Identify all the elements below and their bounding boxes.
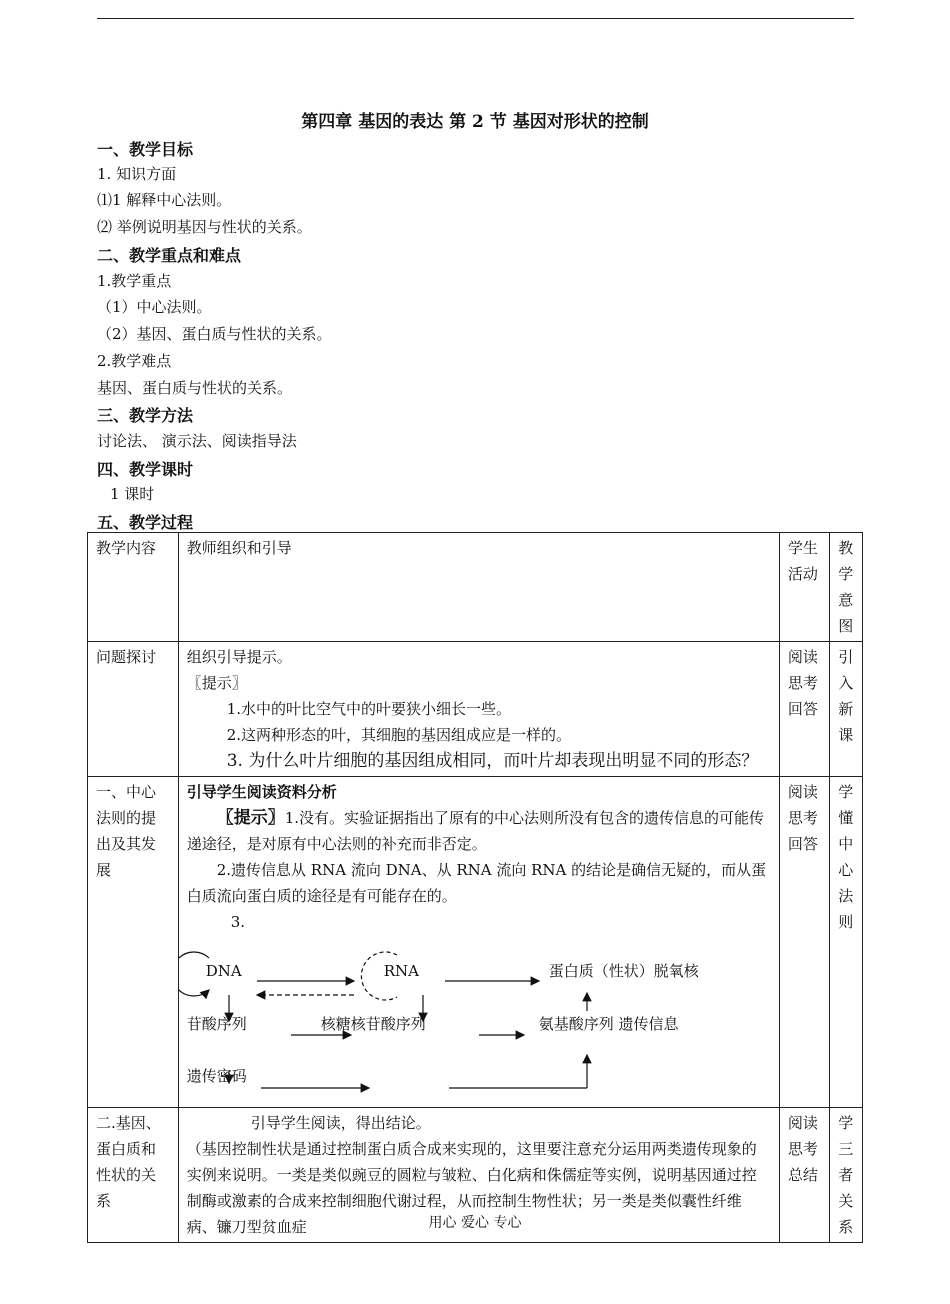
dna-label: DNA bbox=[205, 962, 242, 980]
hint-paragraph: 3. bbox=[230, 913, 246, 931]
hint-paragraph: 1.没有。实验证据指出了原有的中心法则所没有包含的遗传信息的可能传递途径，是对原有中心法则的补充而非否定。 bbox=[186, 809, 765, 853]
key-point-line: 2.教学难点 bbox=[97, 352, 172, 370]
hint-line: 1.水中的叶比空气中的叶要狭小细长一些。 bbox=[226, 700, 512, 718]
dna-sequence-label: 苷酸序列 bbox=[186, 1015, 247, 1033]
key-point-line: （1）中心法则。 bbox=[97, 298, 212, 316]
table-row bbox=[88, 642, 863, 777]
hint-label: 〖提示〗 bbox=[216, 808, 285, 828]
header-rule bbox=[97, 18, 854, 19]
activity-cell: 阅读思考回答 bbox=[779, 777, 829, 1108]
guidance-line: 引导学生阅读，得出结论。 bbox=[250, 1114, 431, 1132]
hours-line: 1 课时 bbox=[110, 485, 155, 503]
key-point-line: （2）基因、蛋白质与性状的关系。 bbox=[97, 325, 332, 343]
key-point-line: 基因、蛋白质与性状的关系。 bbox=[97, 379, 293, 397]
table-header-row bbox=[88, 533, 863, 642]
genetic-code-label: 遗传密码 bbox=[186, 1067, 247, 1085]
hint-question: 3. 为什么叶片细胞的基因组成相同，而叶片却表现出明显不同的形态？ bbox=[226, 751, 759, 771]
objective-line: ⑴1 解释中心法则。 bbox=[97, 191, 232, 209]
section-heading-objectives: 一、教学目标 bbox=[97, 140, 194, 159]
intent-cell: 引入新课 bbox=[830, 642, 863, 777]
content-cell: 问题探讨 bbox=[88, 642, 179, 777]
amino-acid-label: 氨基酸序列 遗传信息 bbox=[538, 1015, 679, 1033]
central-dogma-diagram bbox=[187, 935, 771, 1105]
hint-line: 2.这两种形态的叶，其细胞的基因组成应是一样的。 bbox=[226, 726, 572, 744]
activity-cell: 阅读思考回答 bbox=[779, 642, 829, 777]
key-point-line: 1.教学重点 bbox=[97, 272, 172, 290]
methods-line: 讨论法、 演示法、阅读指导法 bbox=[97, 432, 297, 450]
guidance-heading: 引导学生阅读资料分析 bbox=[186, 783, 337, 801]
table-row bbox=[88, 777, 863, 1108]
section-heading-hours: 四、教学课时 bbox=[97, 460, 194, 479]
guidance-paragraph: （基因控制性状是通过控制蛋白质合成来实现的，这里要注意充分运用两类遗传现象的实例来说明。一类是类似豌豆的圆粒与皱粒、白化病和侏儒症等实例，说明基因通过控制酶或激素的合成来控制细胞代谢过程，从而控制生物性状；另一类是类似囊性纤维病、镰刀型贫血症 bbox=[186, 1140, 757, 1236]
header-cell: 学生活动 bbox=[779, 533, 829, 642]
hint-label: 〖提示〗 bbox=[186, 674, 247, 692]
process-table bbox=[87, 532, 863, 1243]
section-heading-key-points: 二、教学重点和难点 bbox=[97, 246, 242, 265]
protein-label: 蛋白质（性状）脱氧核 bbox=[548, 962, 699, 980]
content-cell: 二.基因、蛋白质和性状的关系 bbox=[88, 1108, 179, 1243]
rna-sequence-label: 核糖核苷酸序列 bbox=[320, 1015, 426, 1033]
hint-paragraph: 2.遗传信息从 RNA 流向 DNA、从 RNA 流向 RNA 的结论是确信无疑的，而从蛋白质流向蛋白质的途径是有可能存在的。 bbox=[186, 861, 767, 905]
guidance-cell bbox=[178, 642, 779, 777]
guidance-cell bbox=[178, 777, 779, 1108]
page-footer: 用心 爱心 专心 bbox=[428, 1215, 522, 1231]
header-cell: 教学意图 bbox=[830, 533, 863, 642]
activity-cell: 阅读思考总结 bbox=[779, 1108, 829, 1243]
section-heading-methods: 三、教学方法 bbox=[97, 406, 194, 425]
guidance-line: 组织引导提示。 bbox=[186, 648, 292, 666]
page-title: 第四章 基因的表达 第 2 节 基因对形状的控制 bbox=[301, 112, 649, 132]
section-heading-process: 五、教学过程 bbox=[97, 513, 194, 532]
intent-cell: 学三者关系 bbox=[830, 1108, 863, 1243]
header-cell: 教学内容 bbox=[88, 533, 179, 642]
content-cell: 一、中心法则的提出及其发展 bbox=[88, 777, 179, 1108]
intent-cell: 学懂中心法则 bbox=[830, 777, 863, 1108]
rna-label: RNA bbox=[383, 962, 419, 980]
objective-line: 1. 知识方面 bbox=[97, 165, 177, 183]
header-cell: 教师组织和引导 bbox=[178, 533, 779, 642]
objective-line: ⑵ 举例说明基因与性状的关系。 bbox=[97, 218, 312, 236]
